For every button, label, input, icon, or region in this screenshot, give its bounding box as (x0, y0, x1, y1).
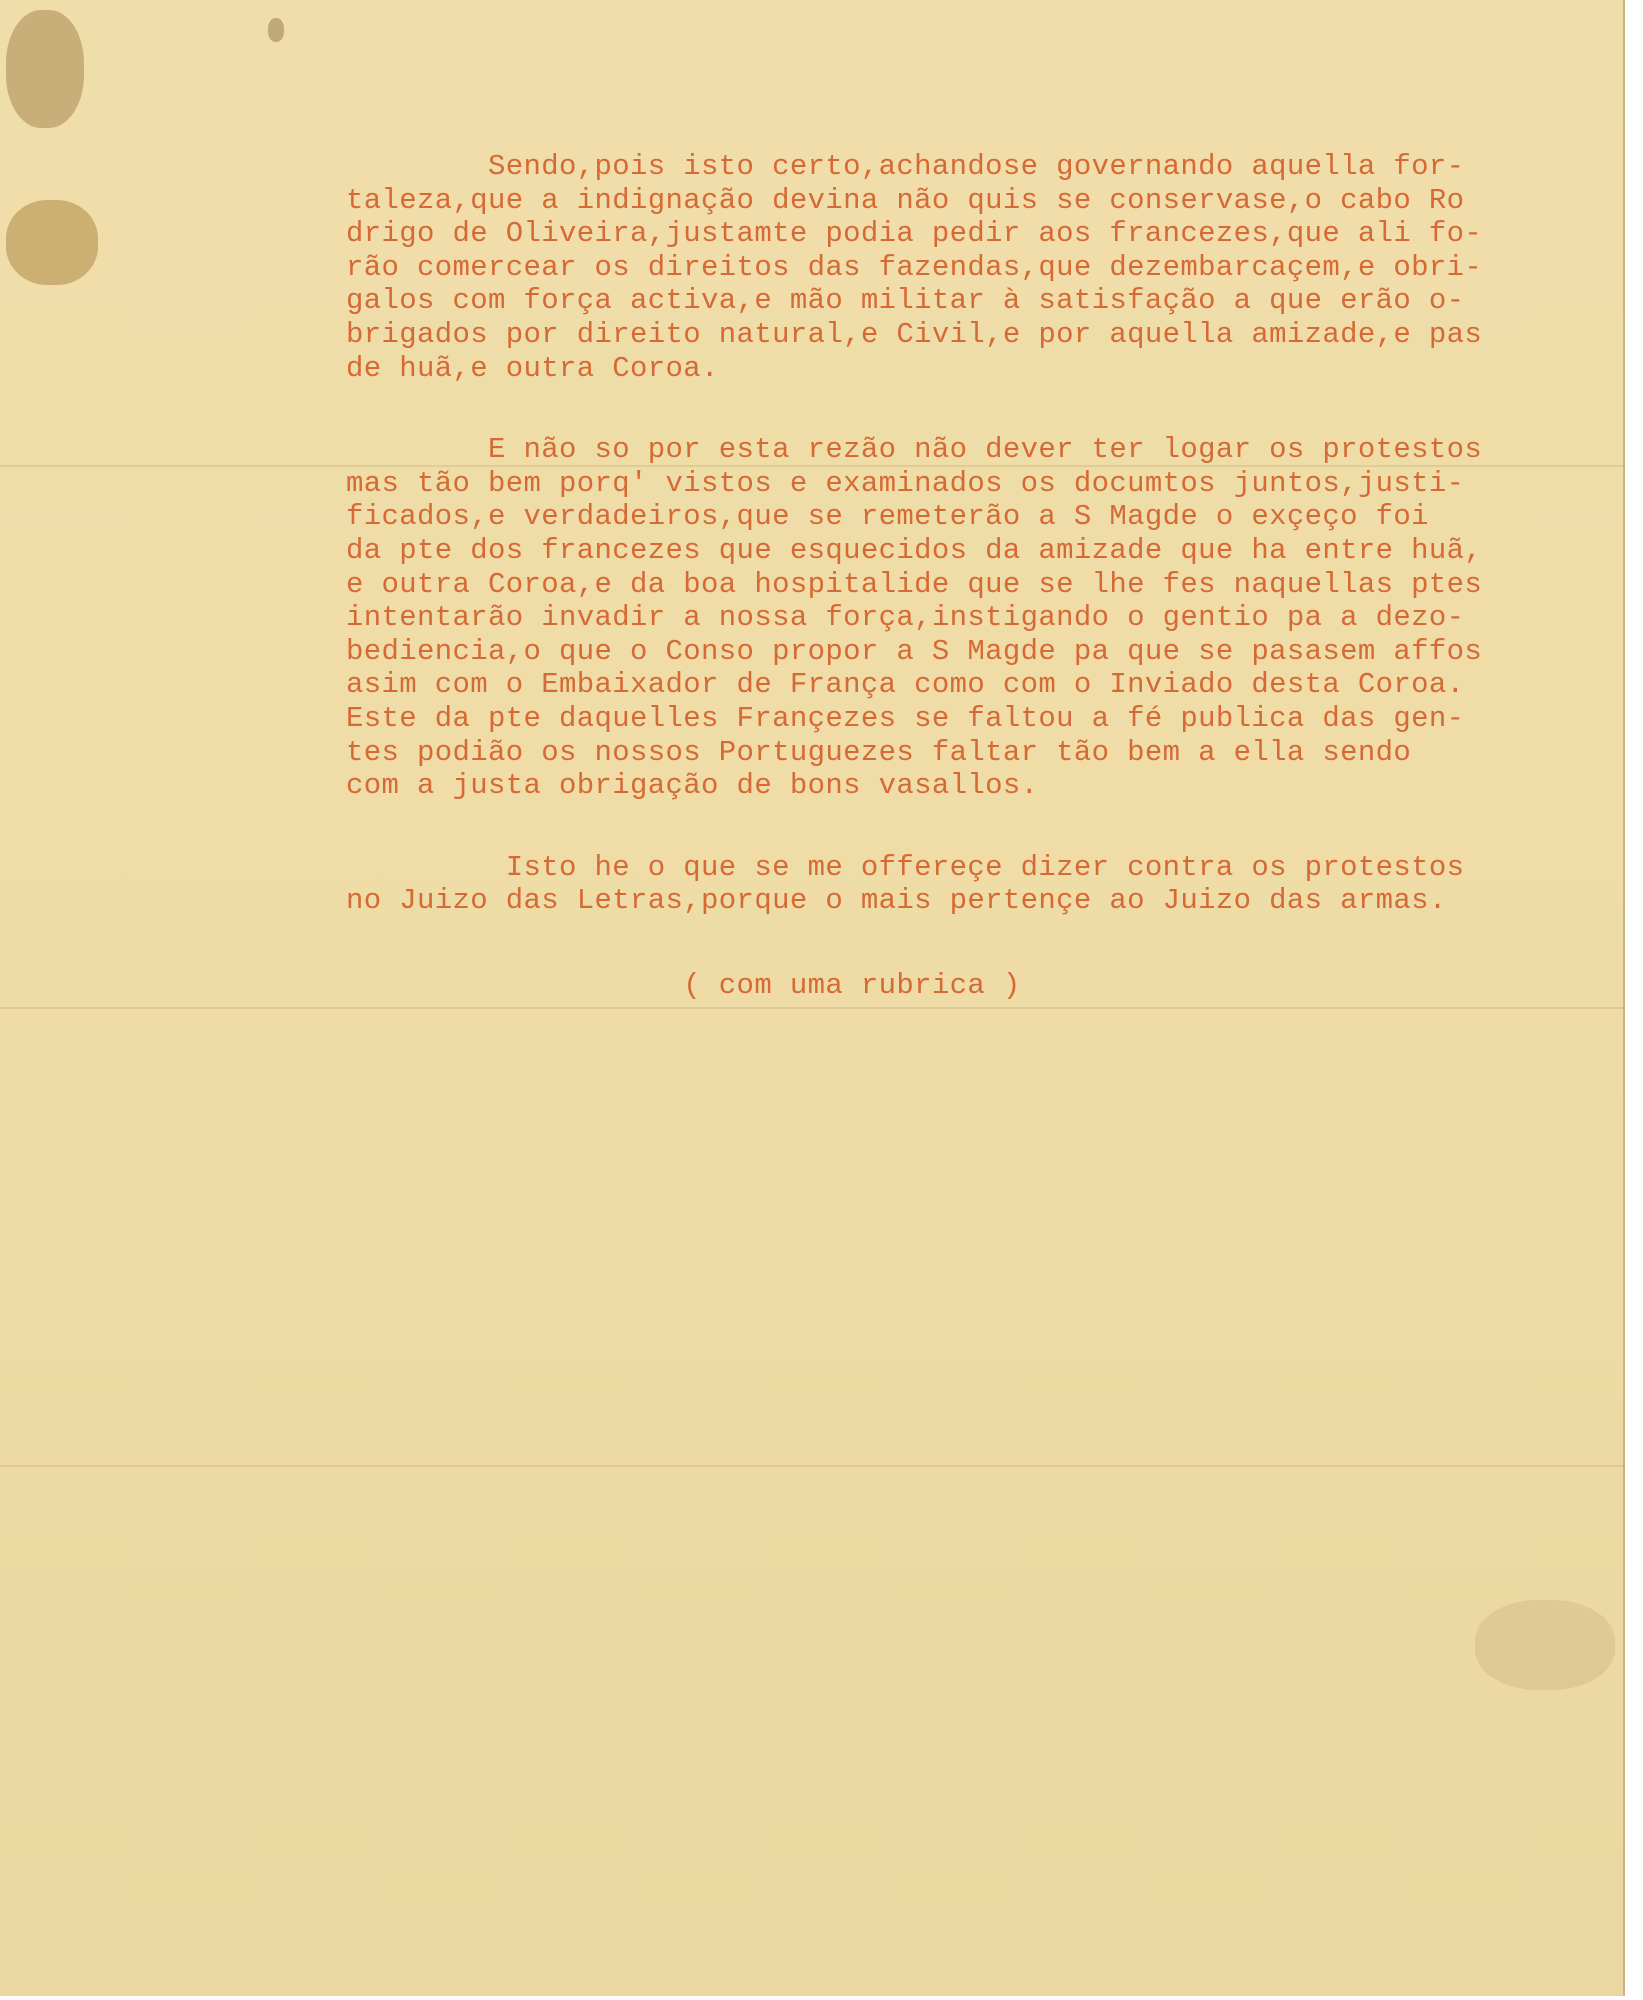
paper-stain (268, 18, 284, 42)
text-line: da pte dos francezes que esquecidos da amizade que ha entre huã, (346, 533, 1483, 567)
text-line: e outra Coroa,e da boa hospitalide que se lhe fes naquellas ptes (346, 567, 1483, 601)
text-line: tes podião os nossos Portuguezes faltar tão bem a ella sendo (346, 735, 1412, 769)
text-line: de huã,e outra Coroa. (346, 351, 719, 385)
paper-stain (6, 10, 84, 128)
text-line: galos com força activa,e mão militar à satisfação a que erão o- (346, 284, 1465, 318)
text-line: bediencia,o que o Conso propor a S Magde pa que se pasasem affos (346, 634, 1483, 668)
text-line: brigados por direito natural,e Civil,e por aquella amizade,e pas (346, 317, 1483, 351)
text-line: com a justa obrigação de bons vasallos. (346, 769, 1039, 803)
paper-fold-line (0, 1007, 1625, 1009)
paragraph-2 (346, 433, 1624, 803)
paragraph-1 (346, 150, 1624, 385)
text-line: Sendo,pois isto certo,achandose governando aquella for- (346, 150, 1465, 183)
text-line: ficados,e verdadeiros,que se remeterão a S Magde o exçeço foi (346, 500, 1429, 534)
typed-text-block (346, 150, 1624, 1002)
paper-stain (1475, 1600, 1615, 1690)
text-line: Este da pte daquelles Françezes se faltou a fé publica das gen- (346, 701, 1465, 735)
text-line: intentarão invadir a nossa força,instigando o gentio pa a dezo- (346, 601, 1465, 635)
text-line: no Juizo das Letras,porque o mais pertençe ao Juizo das armas. (346, 884, 1447, 918)
text-line: asim com o Embaixador de França como com o Inviado desta Coroa. (346, 668, 1465, 702)
text-line: mas tão bem porq' vistos e examinados os documtos juntos,justi- (346, 466, 1465, 500)
text-line: E não so por esta rezão não dever ter logar os protestos (346, 433, 1483, 467)
text-line: drigo de Oliveira,justamte podia pedir aos francezes,que ali fo- (346, 217, 1483, 251)
text-line: taleza,que a indignação devina não quis se conservase,o cabo Ro (346, 183, 1465, 217)
paper-stain (6, 200, 98, 285)
text-line: rão comercear os direitos das fazendas,que dezembarcaçem,e obri- (346, 250, 1483, 284)
paper-fold-line (0, 1465, 1625, 1467)
paragraph-3 (346, 851, 1624, 918)
signature-note: ( com uma rubrica ) (346, 968, 1021, 1002)
text-line: Isto he o que se me offereçe dizer contra os protestos (346, 850, 1465, 884)
